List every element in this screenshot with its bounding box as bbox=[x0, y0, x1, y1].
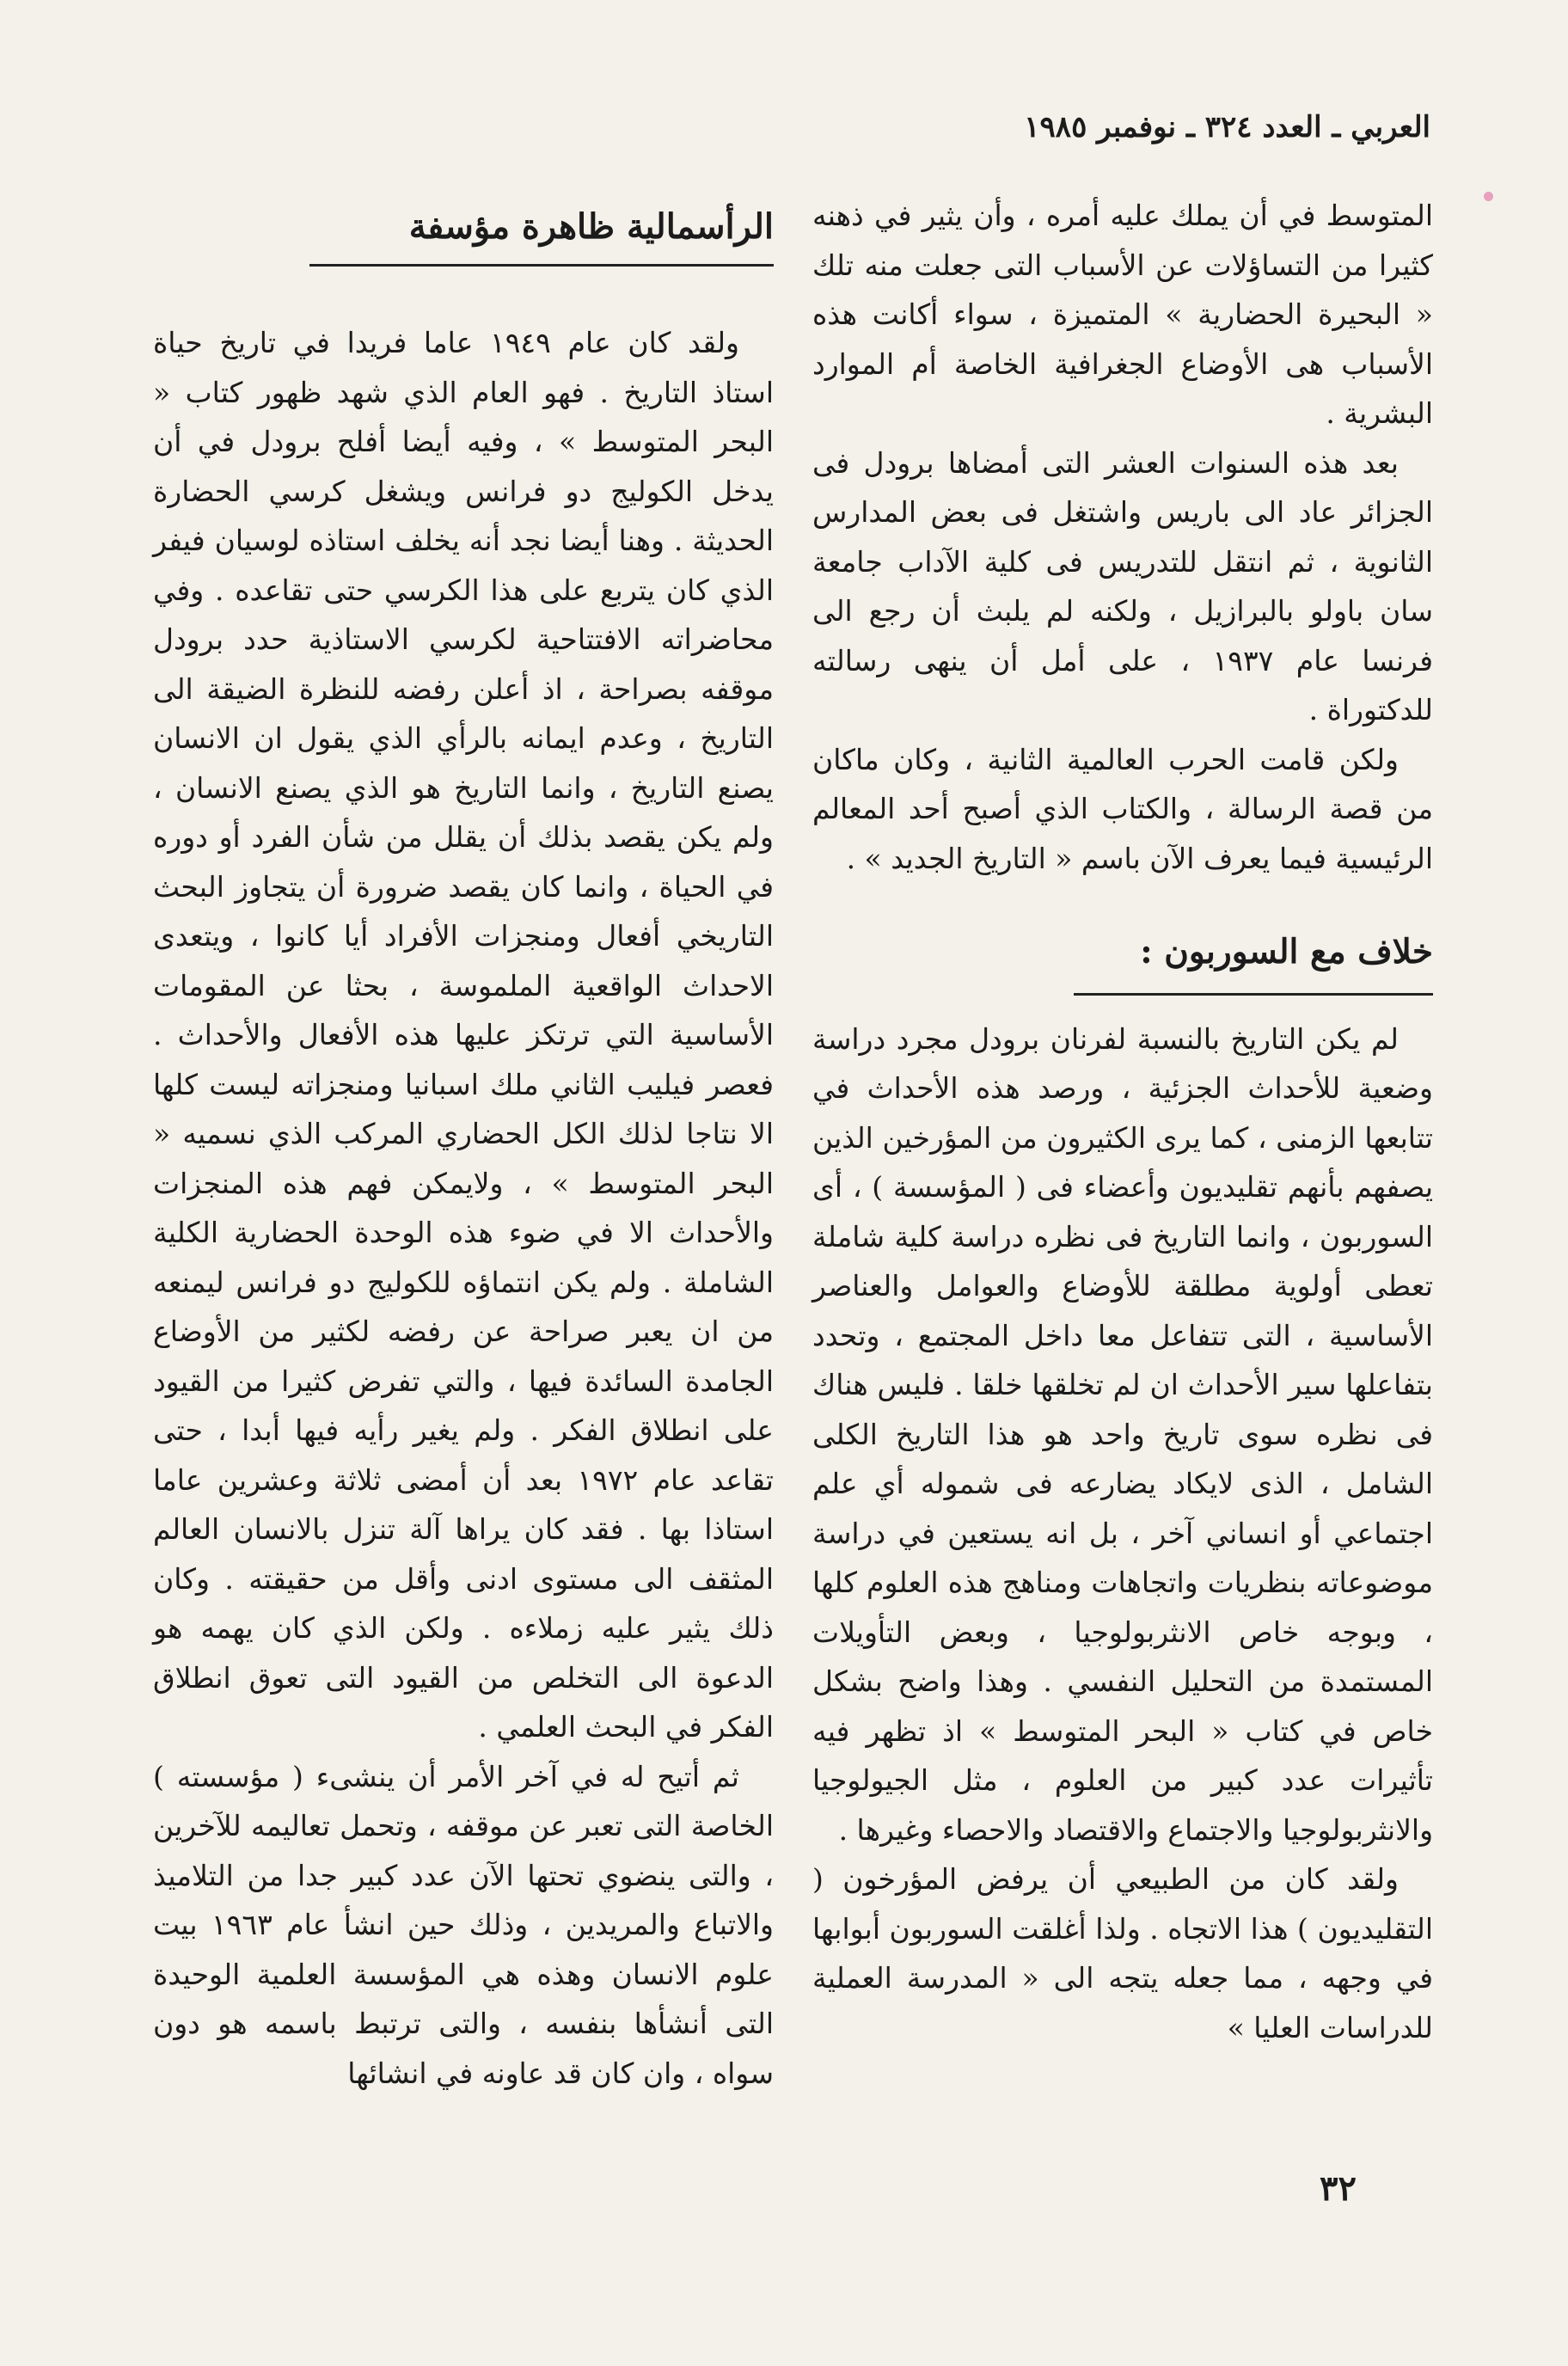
left-paragraph-1: ولقد كان عام ١٩٤٩ عاما فريدا في تاريخ حياة استاذ التاريخ . فهو العام الذي شهد ظهور كتاب « البحر المتوسط » ، وفيه أيضا أفلح برودل في أن يدخل الكوليج دو فرانس ويشغل كرسي الحضارة الحديثة . وهنا أيضا نجد أنه يخلف استاذه لوسيان فيفر الذي كان يتربع على هذا الكرسي حتى تقاعده . وفي محاضراته الافتتاحية لكرسي الاستاذية حدد برودل موقفه بصراحة ، اذ أعلن رفضه للنظرة الضيقة الى التاريخ ، وعدم ايمانه بالرأي الذي يقول ان الانسان يصنع التاريخ ، وانما التاريخ هو الذي يصنع الانسان ، ولم يكن يقصد بذلك أن يقلل من شأن الفرد أو دوره في الحياة ، وانما كان يقصد ضرورة أن يتجاوز البحث التاريخي أفعال ومنجزات الأفراد أيا كانوا ، ويتعدى الاحداث الواقعية الملموسة ، بحثا عن المقومات الأساسية التي ترتكز عليها هذه الأفعال والأحداث . فعصر فيليب الثاني ملك اسبانيا ومنجزاته ليست كلها الا نتاجا لذلك الكل الحضاري المركب الذي نسميه « البحر المتوسط » ، ولايمكن فهم هذه المنجزات والأحداث الا في ضوء هذه الوحدة الحضارية الكلية الشاملة . ولم يكن انتماؤه للكوليج دو فرانس ليمنعه من ان يعبر صراحة عن رفضه لكثير من الأوضاع الجامدة السائدة فيها ، والتي تفرض كثيرا من القيود على انطلاق الفكر . ولم يغير رأيه فيها أبدا ، حتى تقاعد عام ١٩٧٢ بعد أن أمضى ثلاثة وعشرين عاما استاذا بها . فقد كان يراها آلة تنزل بالانسان العالم المثقف الى مستوى ادنى وأقل من حقيقته . وكان ذلك يثير عليه زملاءه . ولكن الذي كان يهمه هو الدعوة الى التخلص من القيود التى تعوق انطلاق الفكر في البحث العلمي . bbox=[153, 326, 774, 1744]
right-paragraph-1: المتوسط في أن يملك عليه أمره ، وأن يثير في ذهنه كثيرا من التساؤلات عن الأسباب التى جعلت منه تلك « البحيرة الحضارية » المتميزة ، سواء أكانت هذه الأسباب هى الأوضاع الجغرافية الخاصة أم الموارد البشرية . bbox=[812, 199, 1433, 430]
section-subheading: خلاف مع السوربون : bbox=[1074, 928, 1433, 996]
ink-dot bbox=[1484, 192, 1493, 201]
page-number: ٣٢ bbox=[1320, 2168, 1357, 2209]
left-column bbox=[153, 318, 774, 2098]
right-paragraph-5: ولقد كان من الطبيعي أن يرفض المؤرخون ( التقليديون ) هذا الاتجاه . ولذا أغلقت السوربون أبوابها في وجهه ، مما جعله يتجه الى « المدرسة العملية للدراسات العليا » bbox=[812, 1862, 1433, 2044]
running-header: العربي ـ العدد ٣٢٤ ـ نوفمبر ١٩٨٥ bbox=[1024, 110, 1430, 144]
right-column bbox=[812, 191, 1433, 2052]
left-paragraph-2: ثم أتيح له في آخر الأمر أن ينشىء ( مؤسسته ) الخاصة التى تعبر عن موقفه ، وتحمل تعاليمه للآخرين ، والتى ينضوي تحتها الآن عدد كبير جدا من التلاميذ والاتباع والمريدين ، وذلك حين انشأ عام ١٩٦٣ بيت علوم الانسان وهذه هي المؤسسة العلمية الوحيدة التى أنشأها بنفسه ، والتى ترتبط باسمه هو دون سواه ، وان كان قد عاونه في انشائها bbox=[153, 1759, 774, 2090]
right-paragraph-3: ولكن قامت الحرب العالمية الثانية ، وكان ماكان من قصة الرسالة ، والكتاب الذي أصبح أحد المعالم الرئيسية فيما يعرف الآن باسم « التاريخ الجديد » . bbox=[812, 742, 1433, 875]
right-paragraph-2: بعد هذه السنوات العشر التى أمضاها برودل فى الجزائر عاد الى باريس واشتغل فى بعض المدارس الثانوية ، ثم انتقل للتدريس فى كلية الآداب جامعة سان باولو بالبرازيل ، ولكنه لم يلبث أن رجع الى فرنسا عام ١٩٣٧ ، على أمل أن ينهى رسالته للدكتوراة . bbox=[812, 445, 1434, 726]
left-column-title: الرأسمالية ظاهرة مؤسفة bbox=[309, 206, 774, 267]
right-paragraph-4: لم يكن التاريخ بالنسبة لفرنان برودل مجرد دراسة وضعية للأحداث الجزئية ، ورصد هذه الأحداث في تتابعها الزمنى ، كما يرى الكثيرون من المؤرخين الذين يصفهم بأنهم تقليديون وأعضاء فى ( المؤسسة ) ، أى السوربون ، وانما التاريخ فى نظره دراسة كلية شاملة تعطى أولوية مطلقة للأوضاع والعوامل والعناصر الأساسية ، التى تتفاعل معا داخل المجتمع ، وتحدد بتفاعلها سير الأحداث ان لم تخلقها خلقا . فليس هناك فى نظره سوى تاريخ واحد هو هذا التاريخ الكلى الشامل ، الذى لايكاد يضارعه فى شموله أي علم اجتماعي أو انساني آخر ، بل انه يستعين في دراسة موضوعاته بنظريات واتجاهات ومناهج هذه العلوم كلها ، وبوجه خاص الانثربولوجيا ، وبعض التأويلات المستمدة من التحليل النفسي . وهذا واضح بشكل خاص في كتاب « البحر المتوسط » اذ تظهر فيه تأثيرات عدد كبير من العلوم ، مثل الجيولوجيا والانثربولوجيا والاجتماع والاقتصاد والاحصاء وغيرها . bbox=[812, 1021, 1434, 1847]
